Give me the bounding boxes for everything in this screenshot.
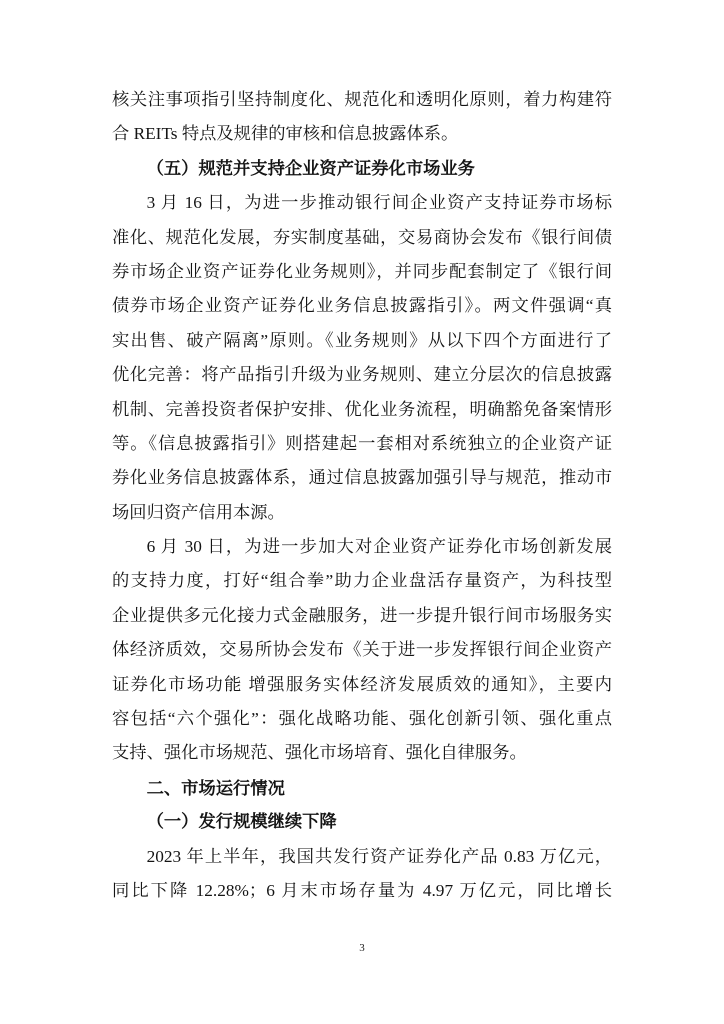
text-line: 3 月 16 日，为进一步推动银行间企业资产支持证券市场标 bbox=[146, 193, 612, 213]
text-line: 等。《信息披露指引》则搭建起一套相对系统独立的企业资产证 bbox=[112, 433, 612, 453]
text-line: 核关注事项指引坚持制度化、规范化和透明化原则，着力构建符 bbox=[112, 90, 612, 109]
text-line: 支持、强化市场规范、强化市场培育、强化自律服务。 bbox=[112, 743, 527, 763]
section-heading: （五）规范并支持企业资产证券化市场业务 bbox=[146, 158, 475, 178]
text-line: 机制、完善投资者保护安排、优化业务流程，明确豁免备案情形 bbox=[112, 399, 612, 419]
text-line: 合 REITs 特点及规律的审核和信息披露体系。 bbox=[112, 124, 459, 144]
page-number: 3 bbox=[359, 942, 365, 954]
text-line: 2023 年上半年，我国共发行资产证券化产品 0.83 万亿元， bbox=[146, 846, 612, 866]
text-line: 准化、规范化发展，夯实制度基础，交易商协会发布《银行间债 bbox=[112, 227, 612, 247]
text-line: 6 月 30 日，为进一步加大对企业资产证券化市场创新发展 bbox=[146, 537, 612, 557]
text-line: 券市场企业资产证券化业务规则》，并同步配套制定了《银行间 bbox=[112, 261, 612, 281]
section-heading: （一）发行规模继续下降 bbox=[146, 812, 337, 832]
body-text bbox=[112, 83, 612, 908]
text-line: 债券市场企业资产证券化业务信息披露指引》。两文件强调“真 bbox=[112, 296, 612, 316]
text-line: 优化完善：将产品指引升级为业务规则、建立分层次的信息披露 bbox=[112, 365, 612, 385]
text-line: 场回归资产信用本源。 bbox=[112, 502, 285, 522]
text-line: 体经济质效，交易所协会发布《关于进一步发挥银行间企业资产 bbox=[112, 640, 612, 660]
text-line: 券化业务信息披露体系，通过信息披露加强引导与规范，推动市 bbox=[112, 468, 612, 488]
chapter-heading: 二、市场运行情况 bbox=[146, 777, 285, 798]
text-line: 同比下降 12.28%；6 月末市场存量为 4.97 万亿元，同比增长 bbox=[112, 880, 612, 900]
text-line: 的支持力度，打好“组合拳”助力企业盘活存量资产，为科技型 bbox=[112, 571, 612, 591]
text-line: 证券化市场功能 增强服务实体经济发展质效的通知》，主要内 bbox=[112, 674, 612, 694]
text-line: 实出售、破产隔离”原则。《业务规则》从以下四个方面进行了 bbox=[112, 330, 612, 350]
text-line: 企业提供多元化接力式金融服务，进一步提升银行间市场服务实 bbox=[112, 605, 612, 625]
text-line: 容包括“六个强化”：强化战略功能、强化创新引领、强化重点 bbox=[112, 709, 612, 729]
